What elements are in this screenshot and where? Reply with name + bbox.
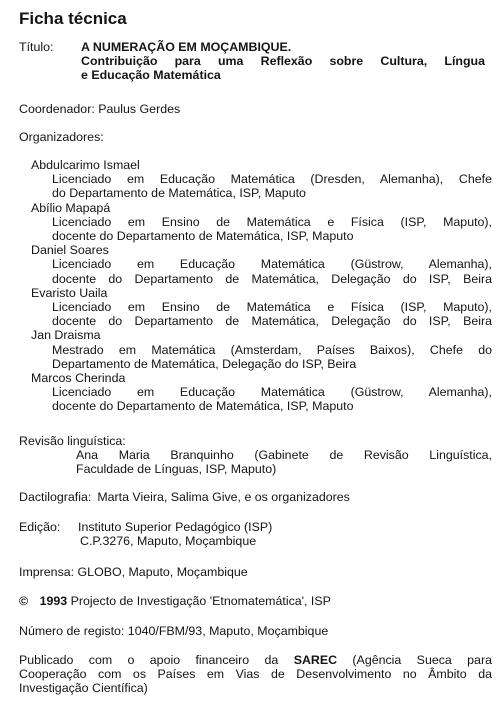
- title-line: Contribuição para uma Reflexão sobre Cultura, Língua: [81, 54, 485, 69]
- language-review-label: Revisão linguística:: [19, 434, 126, 448]
- edition-section: [19, 520, 492, 548]
- funding-line: Cooperação com os Países em Vias de Desenvolvimento no Âmbito da: [19, 667, 492, 682]
- language-review-value: Ana Maria Branquinho (Gabinete de Revisão Linguística,: [76, 448, 492, 463]
- organizer-description: Mestrado em Matemática (Amsterdam, Países Baixos), Chefe do: [52, 342, 492, 357]
- language-review-value: Faculdade de Línguas, ISP, Maputo): [76, 462, 277, 477]
- organizer-name: Evaristo Uaila: [31, 285, 108, 300]
- organizer-description: do Departamento de Matemática, ISP, Maputo: [52, 186, 306, 201]
- typing-section: [19, 490, 492, 504]
- organizer-entry: [19, 243, 492, 286]
- title-value: [81, 40, 485, 83]
- edition-label: Edição:: [19, 520, 61, 534]
- title-label: Título:: [19, 40, 54, 54]
- copyright-line: [19, 594, 492, 608]
- title-line: e Educação Matemática: [81, 68, 221, 83]
- copyright-year: 1993: [39, 594, 68, 608]
- title-line: A NUMERAÇÃO EM MOÇAMBIQUE.: [81, 40, 292, 54]
- edition-value: [78, 520, 492, 548]
- organizer-entry: [19, 158, 492, 201]
- organizer-entry: [19, 328, 492, 371]
- copyright-holder: Projecto de Investigação 'Etnomatemática', ISP: [70, 594, 331, 608]
- organizer-description: Licenciado em Ensino de Matemática e Física (ISP, Maputo),: [52, 214, 492, 229]
- organizer-description: docente do Departamento de Matemática, Delegação do ISP, Beira: [52, 271, 492, 286]
- funding-intro: Publicado com o apoio financeiro da: [19, 653, 279, 667]
- organizer-description: Licenciado em Educação Matemática (Dresden, Alemanha), Chefe: [52, 172, 492, 187]
- organizer-description: docente do Departamento de Matemática, ISP, Maputo: [52, 399, 354, 414]
- copyright-symbol: ©: [19, 594, 29, 608]
- organizer-name: Abdulcarimo Ismael: [31, 158, 140, 172]
- organizer-entry: [19, 286, 492, 329]
- organizers-list: [19, 158, 492, 414]
- funding-line: Investigação Científica): [19, 681, 148, 696]
- typing-label: Dactilografia:: [19, 490, 92, 504]
- organizer-description: Departamento de Matemática, Delegação do ISP, Beira: [52, 356, 357, 371]
- edition-line: Instituto Superior Pedagógico (ISP): [78, 520, 273, 534]
- organizer-entry: [19, 371, 492, 414]
- printer: Imprensa: GLOBO, Maputo, Moçambique: [19, 565, 248, 579]
- organizer-name: Jan Draisma: [31, 328, 101, 343]
- edition-line: C.P.3276, Maputo, Moçambique: [80, 534, 257, 549]
- funding-agency: (Agência Sueca para: [352, 653, 492, 667]
- funding-section: [19, 653, 492, 696]
- organizer-entry: [19, 201, 492, 244]
- title-section: [19, 40, 492, 83]
- language-review-section: [19, 434, 492, 477]
- funding-organization: SAREC: [293, 653, 338, 667]
- organizer-name: Daniel Soares: [31, 243, 109, 258]
- organizer-name: Marcos Cherinda: [31, 371, 126, 386]
- typing-value: Marta Vieira, Salima Give, e os organizadores: [97, 490, 350, 504]
- organizer-name: Abílio Mapapá: [31, 200, 111, 215]
- coordinator: Coordenador: Paulus Gerdes: [19, 102, 181, 116]
- organizers-label: Organizadores:: [19, 130, 104, 144]
- page-title: Ficha técnica: [19, 9, 127, 28]
- funding-line: [19, 653, 492, 667]
- registration-number: Número de registo: 1040/FBM/93, Maputo, Moçambique: [19, 624, 329, 638]
- organizer-description: docente do Departamento de Matemática, Delegação do ISP, Beira: [52, 314, 492, 329]
- organizer-description: docente do Departamento de Matemática, ISP, Maputo: [52, 229, 354, 244]
- organizer-description: Licenciado em Ensino de Matemática e Física (ISP, Maputo),: [52, 300, 492, 315]
- organizer-description: Licenciado em Educação Matemática (Güstrow, Alemanha),: [52, 257, 492, 272]
- organizer-description: Licenciado em Educação Matemática (Güstrow, Alemanha),: [52, 385, 492, 400]
